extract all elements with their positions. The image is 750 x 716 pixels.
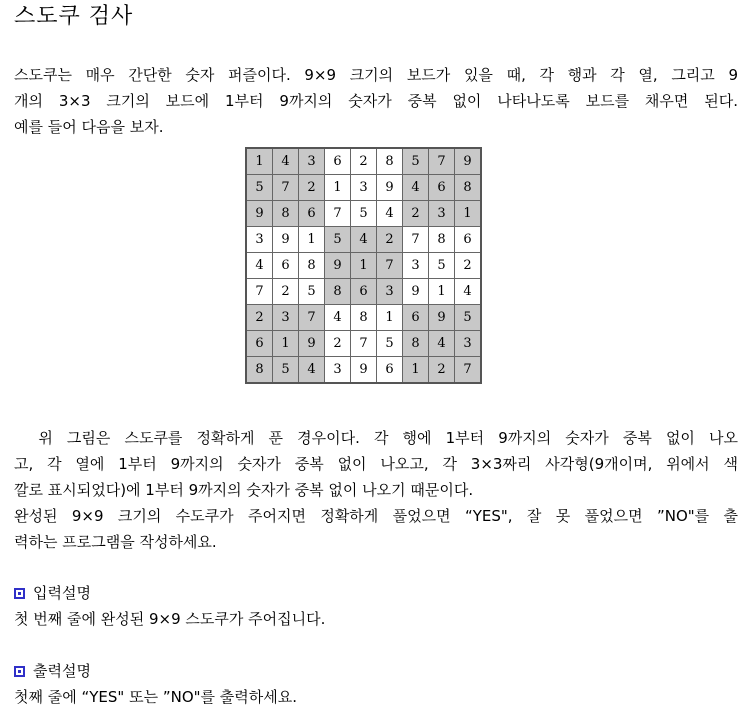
sudoku-cell: 7 (299, 305, 325, 331)
sudoku-cell: 3 (429, 201, 455, 227)
sudoku-cell: 2 (273, 279, 299, 305)
intro-paragraph (14, 62, 738, 140)
sudoku-cell: 7 (403, 227, 429, 253)
sudoku-cell: 1 (429, 279, 455, 305)
sudoku-cell: 7 (429, 148, 455, 175)
sudoku-cell: 2 (351, 148, 377, 175)
sudoku-cell: 6 (325, 148, 351, 175)
sudoku-cell: 5 (246, 175, 273, 201)
description-line: 력하는 프로그램을 작성하세요. (14, 533, 217, 551)
sudoku-cell: 3 (377, 279, 403, 305)
sudoku-cell: 8 (246, 357, 273, 384)
sudoku-cell: 2 (377, 227, 403, 253)
sudoku-cell: 6 (403, 305, 429, 331)
intro-line: 개의 3×3 크기의 보드에 1부터 9까지의 숫자가 중복 없이 나타나도록 보드를 채우면 된다. (14, 92, 738, 110)
output-heading-label: 출력설명 (33, 662, 91, 680)
sudoku-cell: 4 (325, 305, 351, 331)
sudoku-row (246, 175, 481, 201)
sudoku-cell: 1 (246, 148, 273, 175)
description-line: 깔로 표시되었다)에 1부터 9까지의 숫자가 중복 없이 나오기 때문이다. (14, 481, 474, 499)
intro-line: 스도쿠는 매우 간단한 숫자 퍼즐이다. 9×9 크기의 보드가 있을 때, 각 행과 각 열, 그리고 9 (14, 66, 738, 84)
sudoku-cell: 9 (325, 253, 351, 279)
output-section (14, 658, 297, 710)
sudoku-cell: 5 (455, 305, 482, 331)
input-section (14, 580, 325, 632)
sudoku-cell: 6 (377, 357, 403, 384)
sudoku-cell: 9 (377, 175, 403, 201)
sudoku-row (246, 331, 481, 357)
sudoku-cell: 5 (325, 227, 351, 253)
sudoku-cell: 4 (299, 357, 325, 384)
sudoku-cell: 2 (325, 331, 351, 357)
sudoku-cell: 1 (455, 201, 482, 227)
sudoku-cell: 9 (299, 331, 325, 357)
sudoku-cell: 6 (455, 227, 482, 253)
sudoku-cell: 4 (246, 253, 273, 279)
sudoku-cell: 9 (273, 227, 299, 253)
sudoku-cell: 1 (351, 253, 377, 279)
sudoku-cell: 9 (403, 279, 429, 305)
input-heading (14, 580, 325, 606)
sudoku-cell: 6 (273, 253, 299, 279)
sudoku-cell: 1 (377, 305, 403, 331)
sudoku-cell: 1 (403, 357, 429, 384)
sudoku-cell: 3 (351, 175, 377, 201)
sudoku-cell: 5 (299, 279, 325, 305)
sudoku-cell: 3 (246, 227, 273, 253)
sudoku-cell: 8 (273, 201, 299, 227)
sudoku-cell: 2 (246, 305, 273, 331)
sudoku-cell: 1 (299, 227, 325, 253)
sudoku-row (246, 279, 481, 305)
sudoku-cell: 4 (377, 201, 403, 227)
sudoku-cell: 6 (246, 331, 273, 357)
sudoku-cell: 5 (377, 331, 403, 357)
sudoku-cell: 8 (299, 253, 325, 279)
sudoku-cell: 4 (455, 279, 482, 305)
description-paragraph (14, 425, 738, 555)
sudoku-cell: 4 (403, 175, 429, 201)
sudoku-grid (245, 147, 482, 384)
sudoku-cell: 4 (429, 331, 455, 357)
sudoku-cell: 8 (429, 227, 455, 253)
sudoku-cell: 6 (429, 175, 455, 201)
sudoku-cell: 6 (299, 201, 325, 227)
sudoku-cell: 8 (325, 279, 351, 305)
sudoku-cell: 2 (299, 175, 325, 201)
sudoku-cell: 7 (377, 253, 403, 279)
sudoku-cell: 8 (403, 331, 429, 357)
sudoku-cell: 9 (455, 148, 482, 175)
sudoku-cell: 3 (455, 331, 482, 357)
sudoku-row (246, 253, 481, 279)
sudoku-cell: 5 (351, 201, 377, 227)
sudoku-cell: 3 (403, 253, 429, 279)
sudoku-cell: 8 (351, 305, 377, 331)
sudoku-cell: 3 (325, 357, 351, 384)
output-heading (14, 658, 297, 684)
sudoku-cell: 9 (351, 357, 377, 384)
sudoku-row (246, 305, 481, 331)
sudoku-cell: 3 (299, 148, 325, 175)
sudoku-cell: 5 (403, 148, 429, 175)
input-heading-label: 입력설명 (33, 584, 91, 602)
square-bullet-icon (14, 588, 25, 599)
sudoku-cell: 7 (325, 201, 351, 227)
sudoku-cell: 9 (429, 305, 455, 331)
sudoku-cell: 1 (273, 331, 299, 357)
page-title: 스도쿠 검사 (14, 4, 134, 29)
description-line: 완성된 9×9 크기의 수도쿠가 주어지면 정확하게 풀었으면 “YES", 잘 못 풀었으면 ”NO"를 출 (14, 507, 738, 525)
description-line: 위 그림은 스도쿠를 정확하게 푼 경우이다. 각 행에 1부터 9까지의 숫자가 중복 없이 나오 (14, 429, 738, 447)
sudoku-cell: 1 (325, 175, 351, 201)
sudoku-row (246, 148, 481, 175)
sudoku-row (246, 357, 481, 384)
sudoku-cell: 3 (273, 305, 299, 331)
sudoku-cell: 2 (455, 253, 482, 279)
sudoku-cell: 7 (246, 279, 273, 305)
sudoku-cell: 5 (429, 253, 455, 279)
sudoku-cell: 7 (351, 331, 377, 357)
sudoku-cell: 9 (246, 201, 273, 227)
sudoku-cell: 8 (455, 175, 482, 201)
intro-line: 예를 들어 다음을 보자. (14, 118, 164, 136)
sudoku-cell: 2 (403, 201, 429, 227)
output-text: 첫째 줄에 “YES" 또는 ”NO"를 출력하세요. (14, 688, 298, 706)
description-line: 고, 각 열에 1부터 9까지의 숫자가 중복 없이 나오고, 각 3×3짜리 사각형(9개이며, 위에서 색 (14, 455, 738, 473)
sudoku-cell: 5 (273, 357, 299, 384)
sudoku-row (246, 227, 481, 253)
square-bullet-icon (14, 666, 25, 677)
sudoku-cell: 7 (455, 357, 482, 384)
sudoku-cell: 7 (273, 175, 299, 201)
sudoku-row (246, 201, 481, 227)
sudoku-cell: 2 (429, 357, 455, 384)
sudoku-cell: 8 (377, 148, 403, 175)
sudoku-cell: 4 (351, 227, 377, 253)
input-text: 첫 번째 줄에 완성된 9×9 스도쿠가 주어집니다. (14, 610, 326, 628)
sudoku-cell: 6 (351, 279, 377, 305)
sudoku-cell: 4 (273, 148, 299, 175)
